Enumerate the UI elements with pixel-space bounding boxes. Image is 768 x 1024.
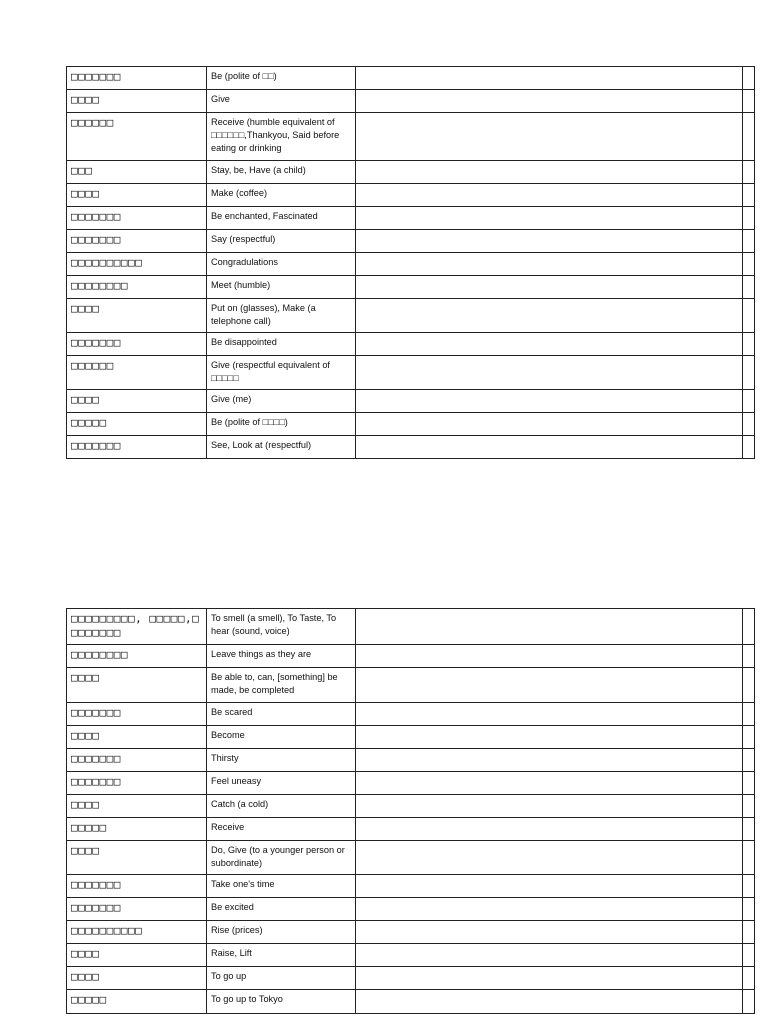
english-meaning-cell: Feel uneasy xyxy=(207,772,356,795)
japanese-term-cell: □□□□□□□ xyxy=(67,333,207,356)
japanese-term-cell: □□□□□□□ xyxy=(67,898,207,921)
blank-notes-cell xyxy=(356,967,743,990)
table-row xyxy=(67,726,755,749)
blank-narrow-cell xyxy=(743,944,755,967)
japanese-term-cell: □□□□□ xyxy=(67,413,207,436)
english-meaning-cell: Raise, Lift xyxy=(207,944,356,967)
japanese-term-cell: □□□□ xyxy=(67,795,207,818)
blank-narrow-cell xyxy=(743,90,755,113)
japanese-term-cell: □□□□□□ xyxy=(67,356,207,390)
vocab-table-2 xyxy=(66,608,755,1014)
blank-notes-cell xyxy=(356,207,743,230)
japanese-term-cell: □□□□□□□□ xyxy=(67,276,207,299)
blank-notes-cell xyxy=(356,67,743,90)
blank-notes-cell xyxy=(356,841,743,875)
table-row xyxy=(67,299,755,333)
japanese-term-cell: □□□□ xyxy=(67,944,207,967)
japanese-term-cell: □□□□ xyxy=(67,184,207,207)
blank-narrow-cell xyxy=(743,967,755,990)
table-row xyxy=(67,795,755,818)
blank-narrow-cell xyxy=(743,703,755,726)
blank-narrow-cell xyxy=(743,609,755,645)
table-row xyxy=(67,921,755,944)
blank-narrow-cell xyxy=(743,875,755,898)
blank-narrow-cell xyxy=(743,253,755,276)
japanese-term-cell: □□□□□ xyxy=(67,990,207,1014)
english-meaning-cell: Be excited xyxy=(207,898,356,921)
table-row xyxy=(67,67,755,90)
blank-narrow-cell xyxy=(743,795,755,818)
table-row xyxy=(67,253,755,276)
blank-notes-cell xyxy=(356,990,743,1014)
blank-narrow-cell xyxy=(743,436,755,459)
blank-notes-cell xyxy=(356,795,743,818)
english-meaning-cell: Be (polite of □□) xyxy=(207,67,356,90)
japanese-term-cell: □□□□□□□□□, □□□□□,□□□□□□□□ xyxy=(67,609,207,645)
vocab-table-1 xyxy=(66,66,755,459)
blank-notes-cell xyxy=(356,333,743,356)
table-row xyxy=(67,333,755,356)
blank-notes-cell xyxy=(356,726,743,749)
english-meaning-cell: Meet (humble) xyxy=(207,276,356,299)
blank-narrow-cell xyxy=(743,726,755,749)
english-meaning-cell: Give (respectful equivalent of □□□□□ xyxy=(207,356,356,390)
english-meaning-cell: Give xyxy=(207,90,356,113)
japanese-term-cell: □□□□□□□ xyxy=(67,230,207,253)
table-row xyxy=(67,609,755,645)
blank-narrow-cell xyxy=(743,413,755,436)
japanese-term-cell: □□□□ xyxy=(67,668,207,703)
english-meaning-cell: To smell (a smell), To Taste, To hear (sound, voice) xyxy=(207,609,356,645)
english-meaning-cell: Be able to, can, [something] be made, be completed xyxy=(207,668,356,703)
japanese-term-cell: □□□□ xyxy=(67,90,207,113)
english-meaning-cell: Give (me) xyxy=(207,390,356,413)
japanese-term-cell: □□□□ xyxy=(67,299,207,333)
japanese-term-cell: □□□□□□□ xyxy=(67,207,207,230)
english-meaning-cell: To go up to Tokyo xyxy=(207,990,356,1014)
table-row xyxy=(67,841,755,875)
blank-notes-cell xyxy=(356,944,743,967)
table-row xyxy=(67,276,755,299)
english-meaning-cell: Take one's time xyxy=(207,875,356,898)
blank-notes-cell xyxy=(356,818,743,841)
english-meaning-cell: Be (polite of □□□□) xyxy=(207,413,356,436)
table-row xyxy=(67,703,755,726)
english-meaning-cell: Be scared xyxy=(207,703,356,726)
table-row xyxy=(67,668,755,703)
table-row xyxy=(67,898,755,921)
blank-narrow-cell xyxy=(743,668,755,703)
vocab-table-2-body xyxy=(67,609,755,1014)
table-row xyxy=(67,230,755,253)
blank-notes-cell xyxy=(356,184,743,207)
table-row xyxy=(67,749,755,772)
english-meaning-cell: Catch (a cold) xyxy=(207,795,356,818)
english-meaning-cell: Thirsty xyxy=(207,749,356,772)
blank-narrow-cell xyxy=(743,207,755,230)
blank-narrow-cell xyxy=(743,841,755,875)
english-meaning-cell: Do, Give (to a younger person or subordinate) xyxy=(207,841,356,875)
blank-notes-cell xyxy=(356,703,743,726)
blank-notes-cell xyxy=(356,772,743,795)
english-meaning-cell: Be enchanted, Fascinated xyxy=(207,207,356,230)
blank-narrow-cell xyxy=(743,990,755,1014)
english-meaning-cell: Receive (humble equivalent of □□□□□□,Thankyou, Said before eating or drinking xyxy=(207,113,356,161)
blank-narrow-cell xyxy=(743,333,755,356)
japanese-term-cell: □□□□□□□□ xyxy=(67,645,207,668)
table-row xyxy=(67,645,755,668)
table-row xyxy=(67,390,755,413)
blank-narrow-cell xyxy=(743,749,755,772)
table-row xyxy=(67,967,755,990)
english-meaning-cell: Congradulations xyxy=(207,253,356,276)
japanese-term-cell: □□□□□□□□□□ xyxy=(67,921,207,944)
blank-narrow-cell xyxy=(743,67,755,90)
english-meaning-cell: Make (coffee) xyxy=(207,184,356,207)
blank-notes-cell xyxy=(356,875,743,898)
blank-notes-cell xyxy=(356,668,743,703)
blank-notes-cell xyxy=(356,276,743,299)
blank-notes-cell xyxy=(356,645,743,668)
blank-narrow-cell xyxy=(743,161,755,184)
table-row xyxy=(67,413,755,436)
english-meaning-cell: Say (respectful) xyxy=(207,230,356,253)
blank-notes-cell xyxy=(356,161,743,184)
table-row xyxy=(67,207,755,230)
japanese-term-cell: □□□□□□ xyxy=(67,113,207,161)
blank-narrow-cell xyxy=(743,772,755,795)
blank-narrow-cell xyxy=(743,390,755,413)
table-row xyxy=(67,944,755,967)
japanese-term-cell: □□□□□ xyxy=(67,818,207,841)
blank-narrow-cell xyxy=(743,898,755,921)
japanese-term-cell: □□□□□□□ xyxy=(67,749,207,772)
japanese-term-cell: □□□ xyxy=(67,161,207,184)
table-row xyxy=(67,161,755,184)
blank-narrow-cell xyxy=(743,230,755,253)
english-meaning-cell: Receive xyxy=(207,818,356,841)
english-meaning-cell: Rise (prices) xyxy=(207,921,356,944)
blank-notes-cell xyxy=(356,230,743,253)
blank-notes-cell xyxy=(356,898,743,921)
table-row xyxy=(67,818,755,841)
blank-narrow-cell xyxy=(743,356,755,390)
blank-notes-cell xyxy=(356,390,743,413)
english-meaning-cell: Stay, be, Have (a child) xyxy=(207,161,356,184)
english-meaning-cell: Leave things as they are xyxy=(207,645,356,668)
table-row xyxy=(67,90,755,113)
english-meaning-cell: See, Look at (respectful) xyxy=(207,436,356,459)
table-row xyxy=(67,184,755,207)
blank-notes-cell xyxy=(356,921,743,944)
blank-narrow-cell xyxy=(743,921,755,944)
blank-narrow-cell xyxy=(743,818,755,841)
japanese-term-cell: □□□□□□□ xyxy=(67,703,207,726)
blank-narrow-cell xyxy=(743,276,755,299)
blank-notes-cell xyxy=(356,413,743,436)
blank-notes-cell xyxy=(356,749,743,772)
blank-notes-cell xyxy=(356,609,743,645)
blank-notes-cell xyxy=(356,90,743,113)
japanese-term-cell: □□□□ xyxy=(67,726,207,749)
blank-narrow-cell xyxy=(743,113,755,161)
blank-narrow-cell xyxy=(743,299,755,333)
table-row xyxy=(67,436,755,459)
blank-notes-cell xyxy=(356,113,743,161)
blank-narrow-cell xyxy=(743,184,755,207)
japanese-term-cell: □□□□ xyxy=(67,390,207,413)
blank-notes-cell xyxy=(356,253,743,276)
table-row xyxy=(67,113,755,161)
blank-narrow-cell xyxy=(743,645,755,668)
japanese-term-cell: □□□□□□□□□□ xyxy=(67,253,207,276)
japanese-term-cell: □□□□□□□ xyxy=(67,67,207,90)
table-row xyxy=(67,356,755,390)
blank-notes-cell xyxy=(356,436,743,459)
blank-notes-cell xyxy=(356,356,743,390)
japanese-term-cell: □□□□□□□ xyxy=(67,436,207,459)
japanese-term-cell: □□□□□□□ xyxy=(67,875,207,898)
english-meaning-cell: Become xyxy=(207,726,356,749)
english-meaning-cell: To go up xyxy=(207,967,356,990)
english-meaning-cell: Put on (glasses), Make (a telephone call) xyxy=(207,299,356,333)
blank-notes-cell xyxy=(356,299,743,333)
english-meaning-cell: Be disappointed xyxy=(207,333,356,356)
vocab-table-1-body xyxy=(67,67,755,459)
table-row xyxy=(67,875,755,898)
japanese-term-cell: □□□□ xyxy=(67,967,207,990)
japanese-term-cell: □□□□□□□ xyxy=(67,772,207,795)
table-row xyxy=(67,990,755,1014)
japanese-term-cell: □□□□ xyxy=(67,841,207,875)
table-row xyxy=(67,772,755,795)
